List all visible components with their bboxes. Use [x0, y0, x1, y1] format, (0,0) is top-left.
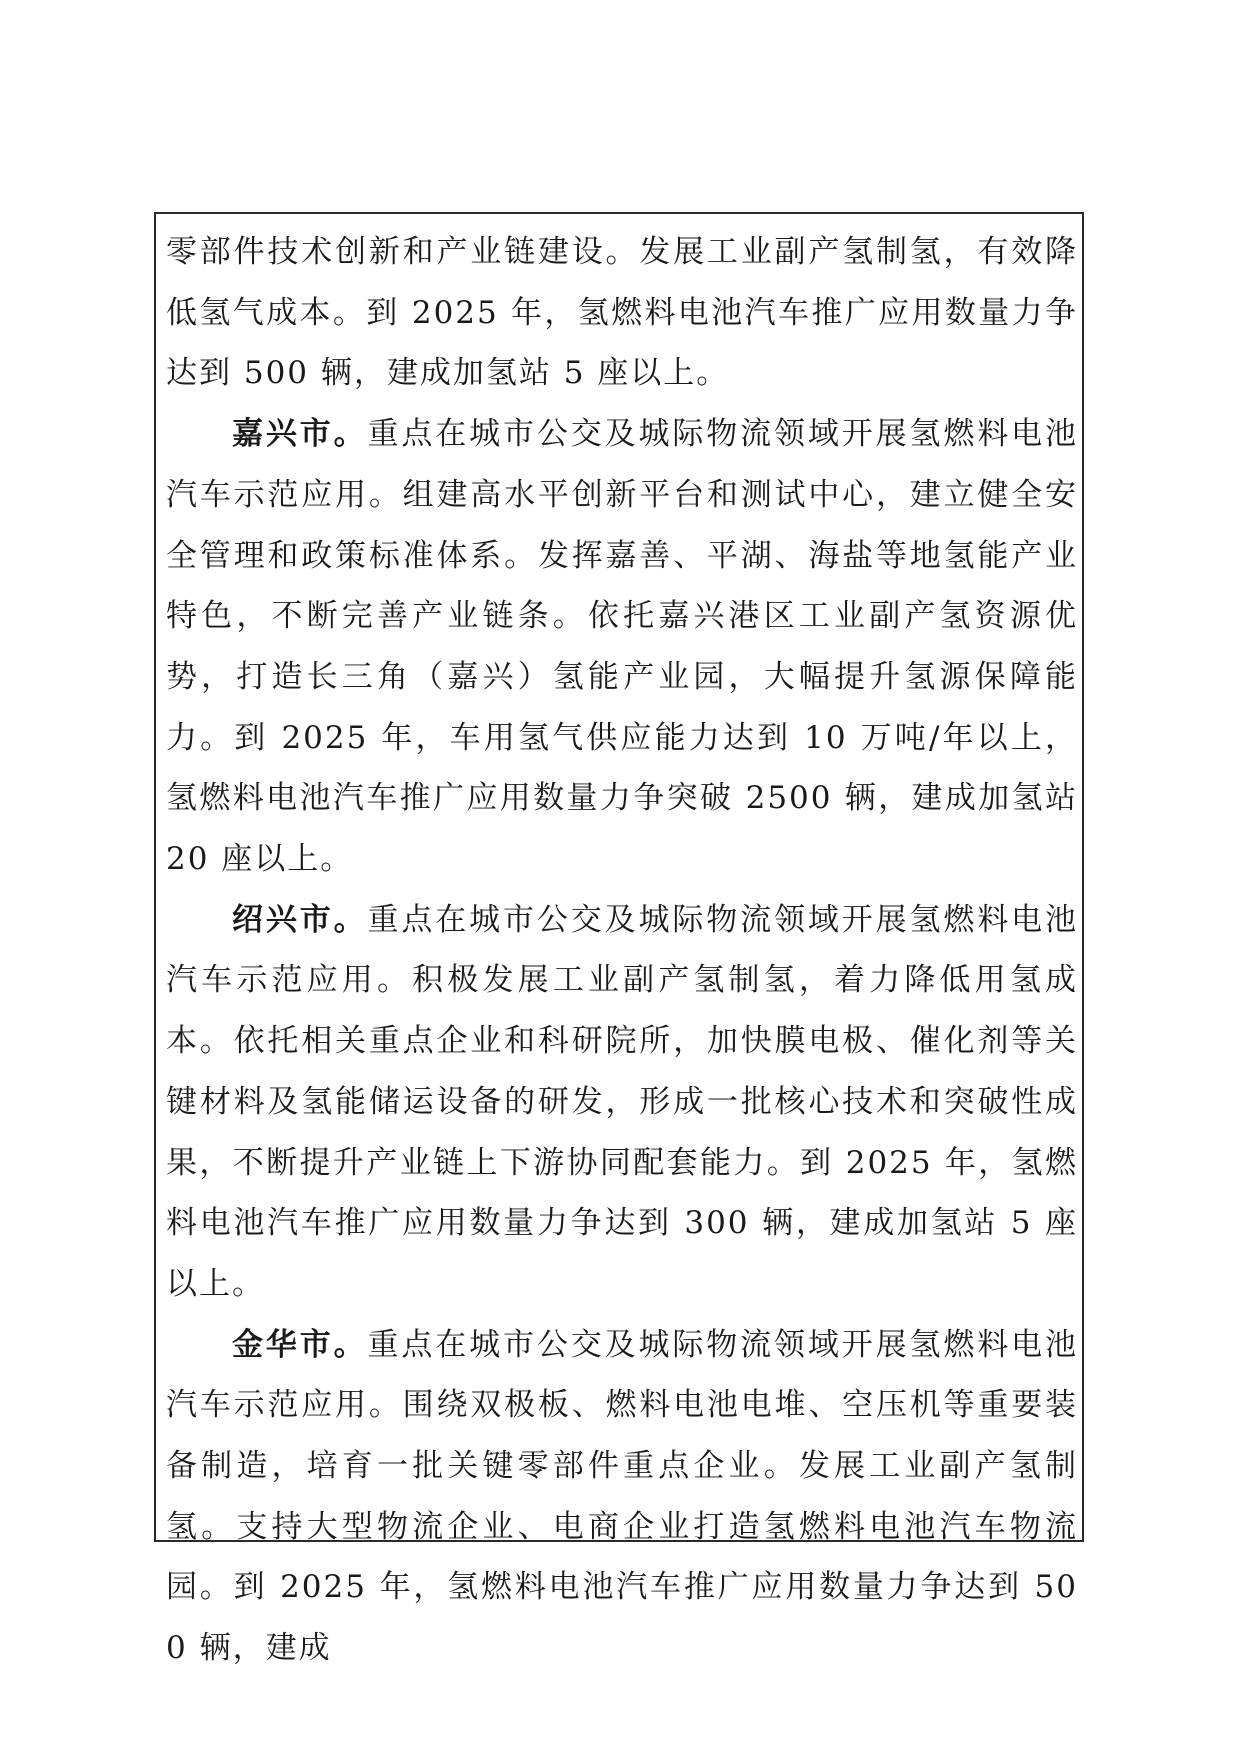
paragraph-continuation [166, 222, 1078, 404]
paragraph-shaoxing [166, 890, 1078, 1315]
paragraph-jinhua [166, 1315, 1078, 1679]
paragraph-jiaxing [166, 404, 1078, 890]
city-heading: 金华市。 [232, 1326, 368, 1363]
paragraph-text: 重点在城市公交及城际物流领域开展氢燃料电池汽车示范应用。围绕双极板、燃料电池电堆、空压机等重要装备制造，培育一批关键零部件重点企业。发展工业副产氢制氢。支持大型物流企业、电商企业打造氢燃料电池汽车物流园。到 2025 年，氢燃料电池汽车推广应用数量力争达到 500 辆，建成 [166, 1326, 1078, 1667]
city-heading: 嘉兴市。 [232, 416, 368, 453]
paragraph-text: 重点在城市公交及城际物流领域开展氢燃料电池汽车示范应用。组建高水平创新平台和测试中心，建立健全安全管理和政策标准体系。发挥嘉善、平湖、海盐等地氢能产业特色，不断完善产业链条。依托嘉兴港区工业副产氢资源优势，打造长三角（嘉兴）氢能产业园，大幅提升氢源保障能力。到 2025 年，车用氢气供应能力达到 10 万吨/年以上，氢燃料电池汽车推广应用数量力争突破 2500 辆，建成加氢站 20 座以上。 [166, 416, 1078, 878]
text-frame-content [166, 222, 1078, 1667]
paragraph-text: 重点在城市公交及城际物流领域开展氢燃料电池汽车示范应用。积极发展工业副产氢制氢，着力降低用氢成本。依托相关重点企业和科研院所，加快膜电极、催化剂等关键材料及氢能储运设备的研发，形成一批核心技术和突破性成果，不断提升产业链上下游协同配套能力。到 2025 年，氢燃料电池汽车推广应用数量力争达到 300 辆，建成加氢站 5 座以上。 [166, 901, 1078, 1302]
city-heading: 绍兴市。 [232, 901, 368, 938]
paragraph-text: 零部件技术创新和产业链建设。发展工业副产氢制氢，有效降低氢气成本。到 2025 年，氢燃料电池汽车推广应用数量力争达到 500 辆，建成加氢站 5 座以上。 [166, 234, 1078, 392]
